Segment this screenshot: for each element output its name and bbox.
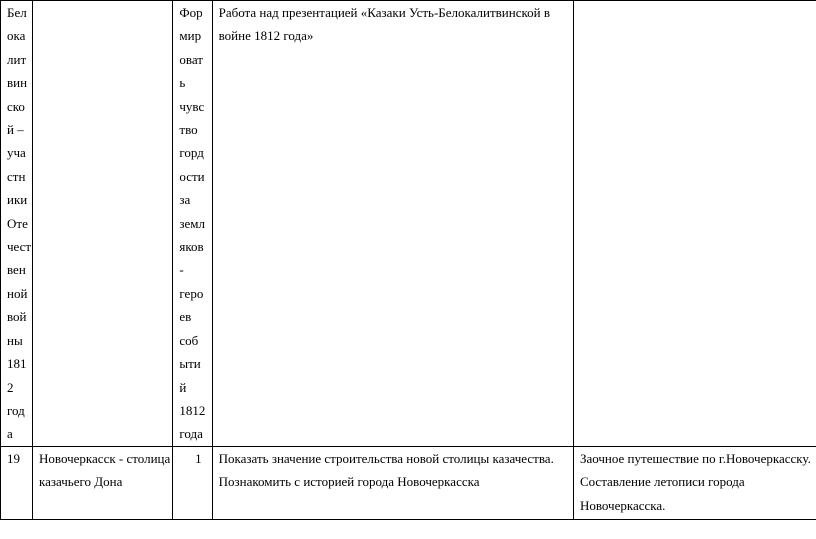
topic-line: Оте	[7, 215, 28, 231]
goal-line: ыти	[179, 356, 201, 372]
topic-line: год	[7, 402, 25, 418]
goal-text	[179, 1, 212, 446]
goal-line: ости	[179, 168, 205, 184]
topic-line: 2	[7, 379, 14, 395]
goal-line: тво	[179, 122, 198, 138]
table-row	[1, 1, 816, 447]
lesson-topic: Новочеркасск - столица казачьего Дона	[39, 450, 171, 490]
topic-line: 181	[7, 356, 27, 372]
goal-line: соб	[179, 332, 199, 348]
topic-line: ны	[7, 332, 23, 348]
goal-line: Фор	[179, 5, 203, 20]
lesson-goal: Показать значение строительства новой столицы казачества. Познакомить с историей города Новочеркасска	[218, 450, 554, 490]
goal-line: года	[179, 426, 203, 442]
goal-line: й	[179, 379, 187, 395]
goal-line: 1812	[179, 402, 206, 418]
activity-text: Работа над презентацией «Казаки Усть-Белокалитвинской в войне 1812 года»	[218, 5, 550, 44]
cell-hours	[173, 446, 212, 519]
cell-activity	[573, 446, 816, 519]
goal-line: яков	[179, 239, 204, 255]
goal-line: чувс	[179, 98, 205, 114]
cell-goal-narrow	[173, 1, 212, 447]
topic-line: Бел	[7, 5, 27, 20]
topic-line: стн	[7, 168, 26, 184]
goal-line: земл	[179, 215, 206, 231]
cell-number	[1, 446, 33, 519]
topic-line: й –	[7, 122, 24, 138]
goal-line: мир	[179, 28, 202, 44]
cell-activity	[212, 1, 573, 447]
goal-line: за	[179, 192, 191, 208]
topic-line: а	[7, 426, 13, 442]
topic-line: ско	[7, 98, 25, 114]
cell-topic-narrow	[1, 1, 33, 447]
topic-text	[7, 1, 33, 446]
topic-line: ики	[7, 192, 28, 208]
goal-line: оват	[179, 51, 203, 67]
table-row	[1, 446, 816, 519]
cell-goal	[212, 446, 573, 519]
topic-line: уча	[7, 145, 26, 161]
goal-line: ь	[179, 75, 186, 91]
topic-line: ока	[7, 28, 26, 44]
cell-topic	[33, 446, 173, 519]
lesson-activity: Заочное путешествие по г.Новочеркасску. Составление летописи города Новочеркасска.	[579, 450, 811, 513]
topic-line: чест	[7, 239, 32, 255]
topic-line: вой	[7, 309, 27, 325]
topic-line: вин	[7, 75, 28, 91]
cell-empty	[33, 1, 173, 447]
goal-line: геро	[179, 285, 204, 301]
goal-line: ев	[179, 309, 192, 325]
lesson-number: 19	[7, 450, 20, 466]
topic-line: ной	[7, 285, 28, 301]
topic-line: вен	[7, 262, 26, 278]
goal-line: горд	[179, 145, 204, 161]
lesson-hours: 1	[195, 450, 202, 466]
topic-line: лит	[7, 51, 27, 67]
cell-empty	[573, 1, 816, 447]
goal-line: -	[179, 262, 184, 278]
